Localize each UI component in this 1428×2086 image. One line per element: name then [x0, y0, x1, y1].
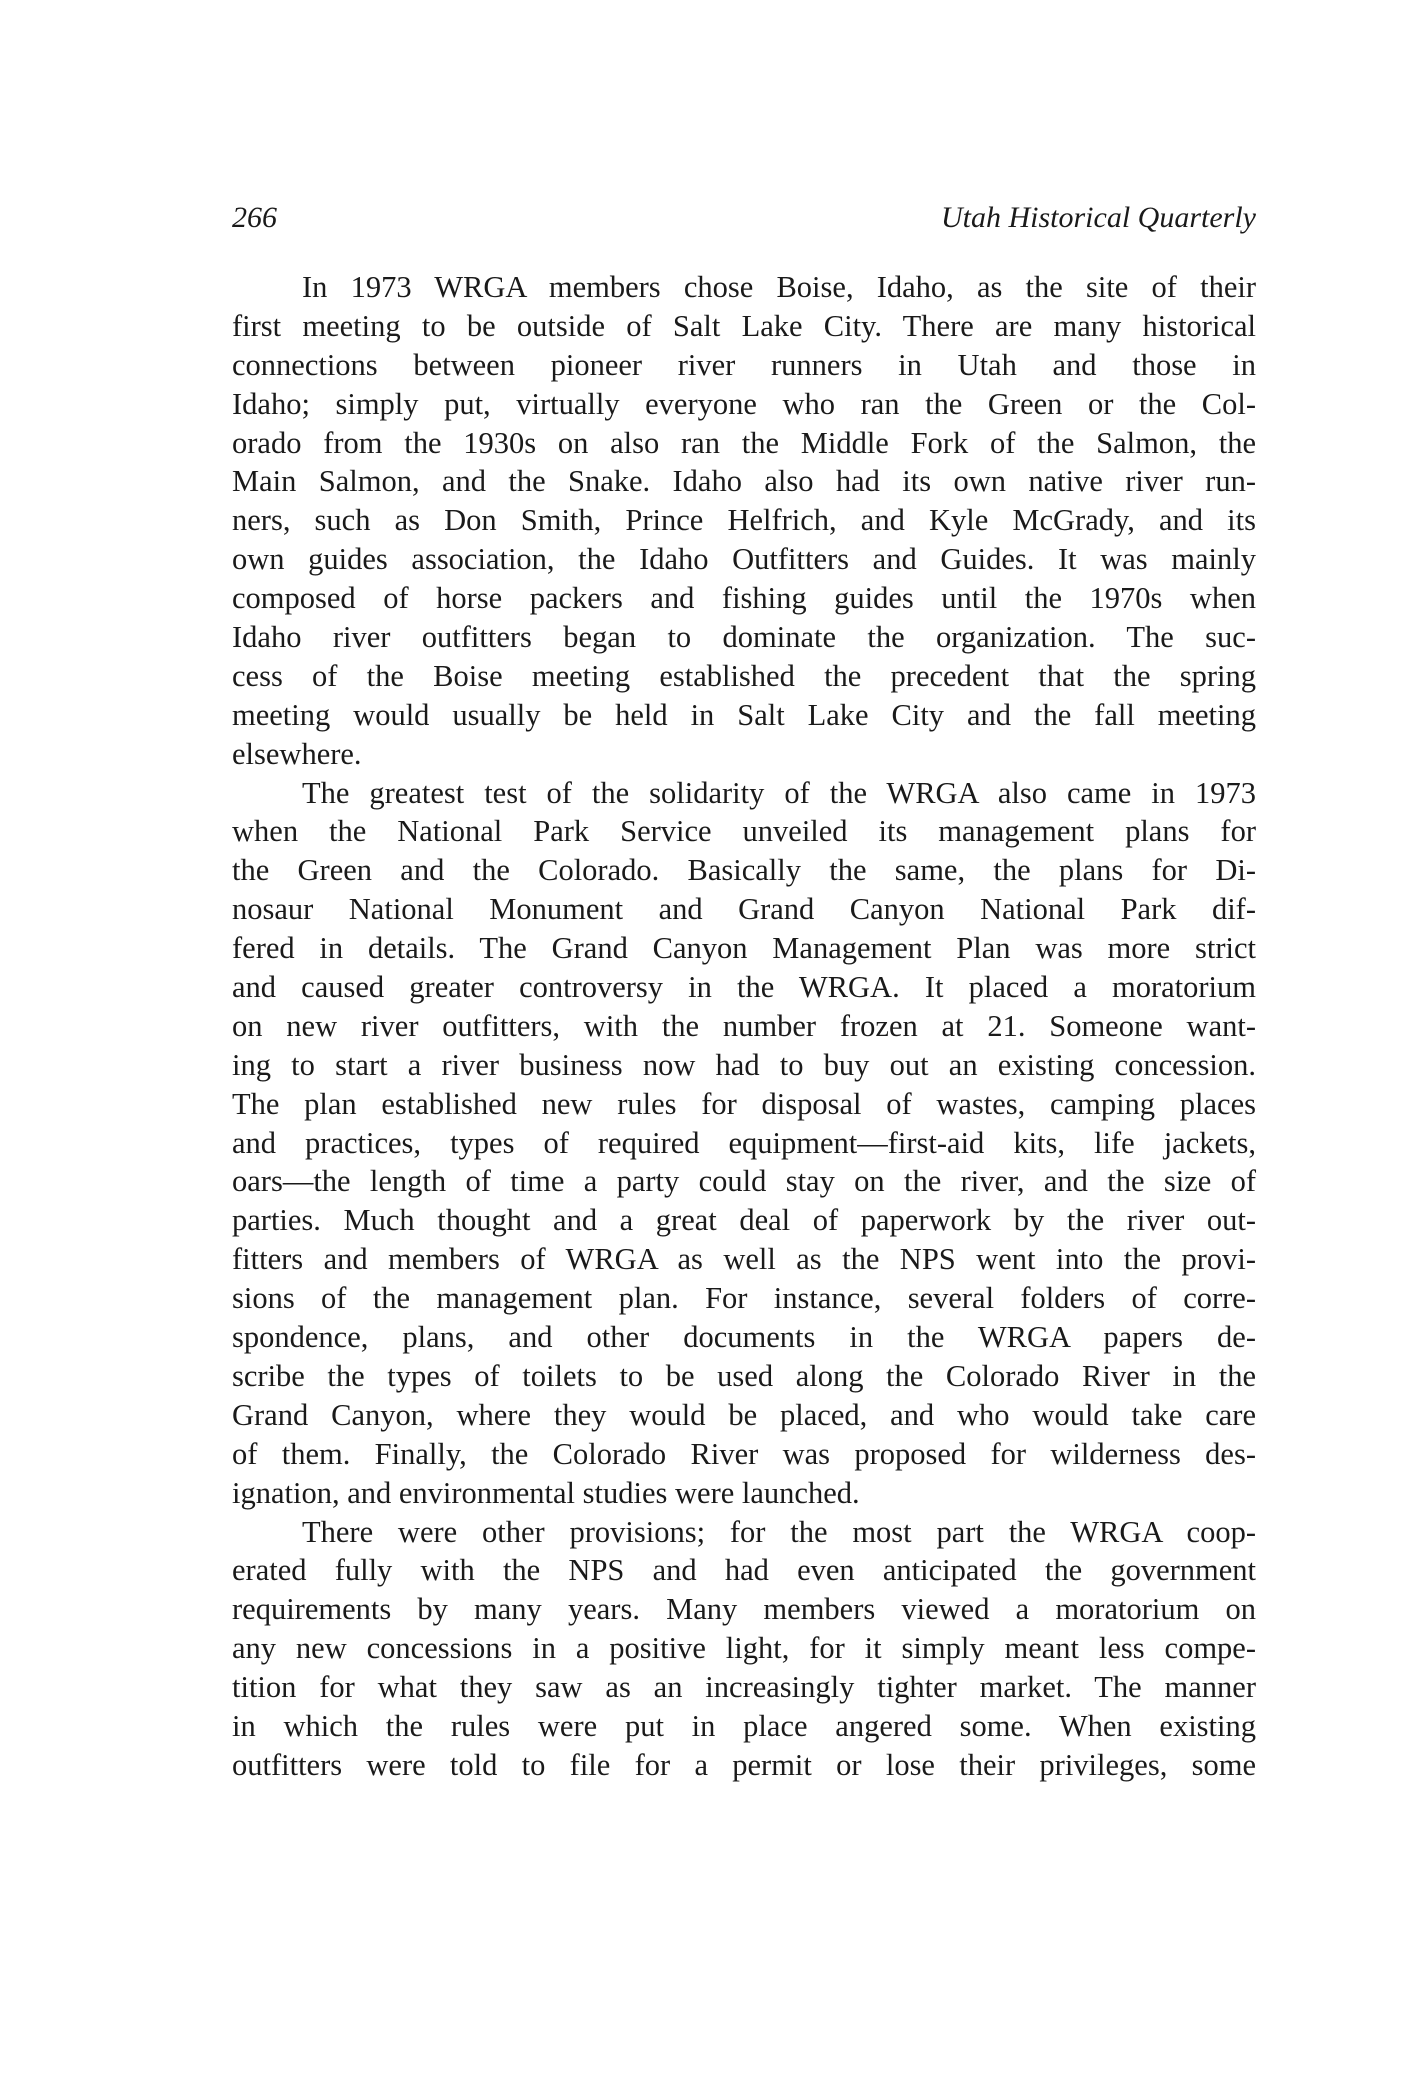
text-line: ing to start a river business now had to buy out an existing concession.	[232, 1047, 1256, 1082]
text-line: and caused greater controversy in the WRGA. It placed a moratorium	[232, 970, 1256, 1005]
page-number: 266	[232, 201, 277, 234]
text-line: Idaho river outfitters began to dominate the organization. The suc-	[232, 620, 1256, 655]
text-line: fitters and members of WRGA as well as the NPS went into the provi-	[232, 1242, 1256, 1277]
text-line: on new river outfitters, with the number frozen at 21. Someone want-	[232, 1008, 1256, 1043]
text-line: ners, such as Don Smith, Prince Helfrich, and Kyle McGrady, and its	[232, 503, 1256, 538]
text-line: own guides association, the Idaho Outfitters and Guides. It was mainly	[232, 542, 1256, 577]
text-line: composed of horse packers and fishing guides until the 1970s when	[232, 581, 1256, 616]
text-line: Grand Canyon, where they would be placed, and who would take care	[232, 1397, 1256, 1432]
text-line: meeting would usually be held in Salt Lake City and the fall meeting	[232, 697, 1256, 732]
text-line: elsewhere.	[232, 736, 362, 771]
text-line: sions of the management plan. For instance, several folders of corre-	[232, 1281, 1256, 1316]
text-line: orado from the 1930s on also ran the Middle Fork of the Salmon, the	[232, 425, 1256, 460]
text-line: when the National Park Service unveiled its management plans for	[232, 814, 1256, 849]
text-line: The greatest test of the solidarity of the WRGA also came in 1973	[302, 775, 1256, 810]
text-line: outfitters were told to file for a permit or lose their privileges, some	[232, 1747, 1256, 1782]
text-line: spondence, plans, and other documents in the WRGA papers de-	[232, 1320, 1256, 1355]
text-line: connections between pioneer river runners in Utah and those in	[232, 347, 1256, 382]
text-line: the Green and the Colorado. Basically the same, the plans for Di-	[232, 853, 1256, 888]
text-line: in which the rules were put in place angered some. When existing	[232, 1708, 1256, 1743]
running-head	[232, 196, 1256, 240]
text-line: The plan established new rules for disposal of wastes, camping places	[232, 1086, 1256, 1121]
text-line: first meeting to be outside of Salt Lake City. There are many historical	[232, 308, 1256, 343]
text-line: requirements by many years. Many members viewed a moratorium on	[232, 1592, 1256, 1627]
text-line: nosaur National Monument and Grand Canyon National Park dif-	[232, 892, 1256, 927]
text-line: oars—the length of time a party could stay on the river, and the size of	[232, 1164, 1256, 1199]
journal-title: Utah Historical Quarterly	[941, 201, 1256, 234]
text-line: parties. Much thought and a great deal of paperwork by the river out-	[232, 1203, 1256, 1238]
text-line: cess of the Boise meeting established the precedent that the spring	[232, 658, 1256, 693]
text-line: ignation, and environmental studies were launched.	[232, 1475, 860, 1510]
text-line: of them. Finally, the Colorado River was proposed for wilderness des-	[232, 1436, 1256, 1471]
text-line: scribe the types of toilets to be used along the Colorado River in the	[232, 1358, 1256, 1393]
text-line: In 1973 WRGA members chose Boise, Idaho, as the site of their	[302, 270, 1256, 304]
text-line: any new concessions in a positive light, for it simply meant less compe-	[232, 1631, 1256, 1666]
text-line: erated fully with the NPS and had even anticipated the government	[232, 1553, 1256, 1588]
text-line: fered in details. The Grand Canyon Management Plan was more strict	[232, 931, 1256, 966]
text-line: Idaho; simply put, virtually everyone who ran the Green or the Col-	[232, 386, 1256, 421]
body-text	[232, 268, 1256, 1785]
text-line: There were other provisions; for the most part the WRGA coop-	[302, 1514, 1256, 1549]
text-line: tition for what they saw as an increasingly tighter market. The manner	[232, 1670, 1256, 1705]
text-line: and practices, types of required equipment—first-aid kits, life jackets,	[232, 1125, 1256, 1160]
text-line: Main Salmon, and the Snake. Idaho also had its own native river run-	[232, 464, 1256, 499]
